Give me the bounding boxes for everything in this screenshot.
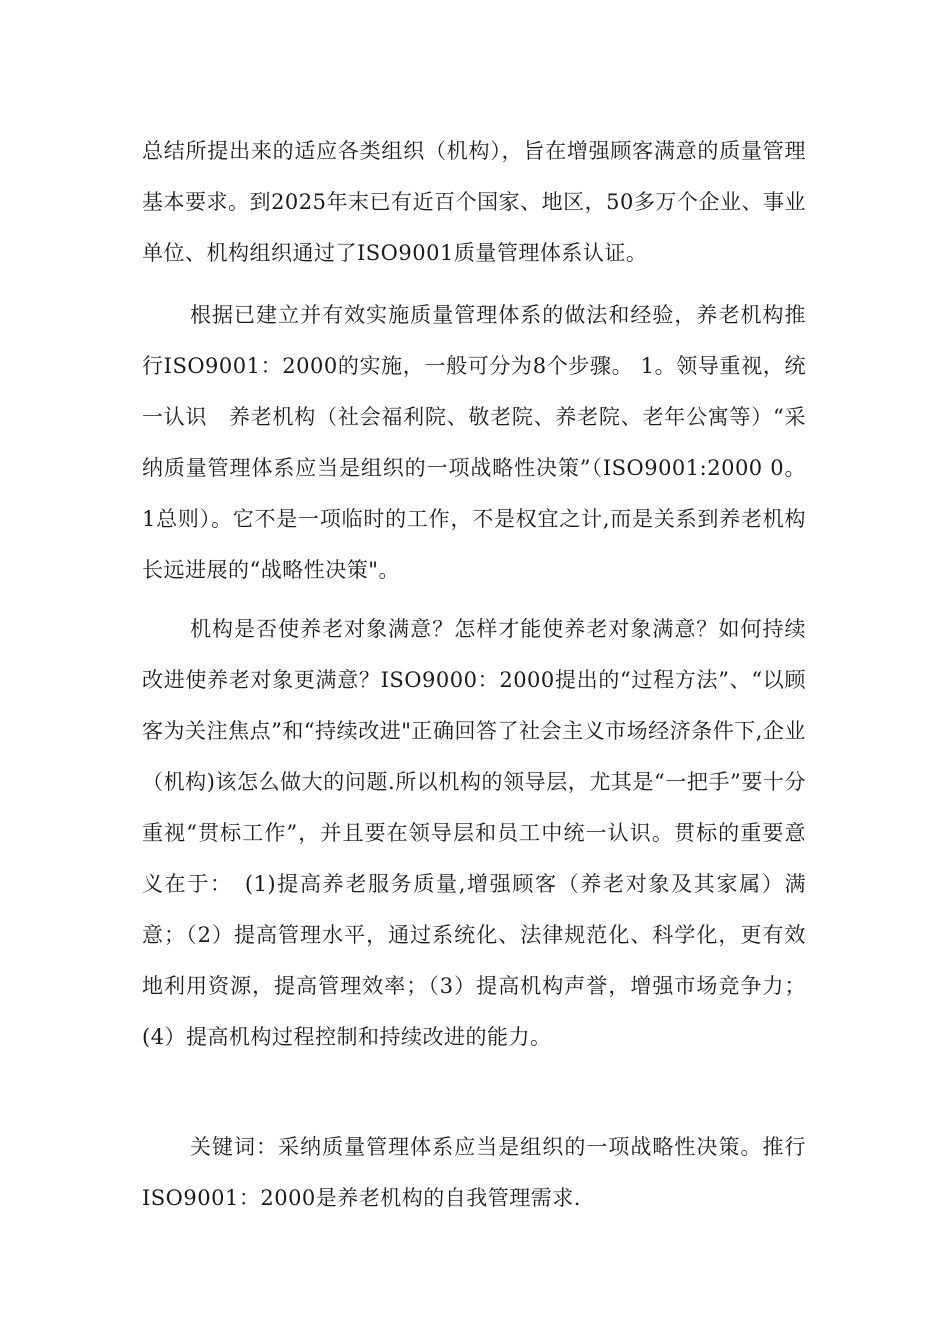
paragraph-keywords: 关键词：采纳质量管理体系应当是组织的一项战略性决策。推行 ISO9001：2000是养老机构的自我管理需求. bbox=[142, 1135, 806, 1210]
paragraph-implementation-steps: 根据已建立并有效实施质量管理体系的做法和经验，养老机构推行ISO9001：2000的实施，一般可分为8个步骤。 1。领导重视，统一认识 养老机构（社会福利院、敬老院、养老院、老年公寓等）“采纳质量管理体系应当是组织的一项战略性决策”（ISO9001:2000 0。1总则）。它不是一项临时的工作，不是权宜之计,而是关系到养老机构长远进展的“战略性决策"。 bbox=[142, 303, 806, 582]
paragraph-continuation: 总结所提出来的适应各类组织（机构），旨在增强顾客满意的质量管理基本要求。到2025年末已有近百个国家、地区，50多万个企业、事业单位、机构组织通过了ISO9001质量管理体系认证。 bbox=[142, 139, 806, 265]
paragraph-significance: 机构是否使养老对象满意？怎样才能使养老对象满意？如何持续改进使养老对象更满意？ISO9000：2000提出的“过程方法”、“以顾客为关注焦点”和“持续改进"正确回答了社会主义市场经济条件下,企业（机构)该怎么做大的问题.所以机构的领导层，尤其是“一把手”要十分重视“贯标工作”，并且要在领导层和员工中统一认识。贯标的重要意义在于： (1)提高养老服务质量,增强顾客（养老对象及其家属）满意；（2）提高管理水平，通过系统化、法律规范化、科学化，更有效地利用资源，提高管理效率；（3）提高机构声誉，增强市场竞争力；(4）提高机构过程控制和持续改进的能力。 bbox=[142, 617, 806, 1049]
